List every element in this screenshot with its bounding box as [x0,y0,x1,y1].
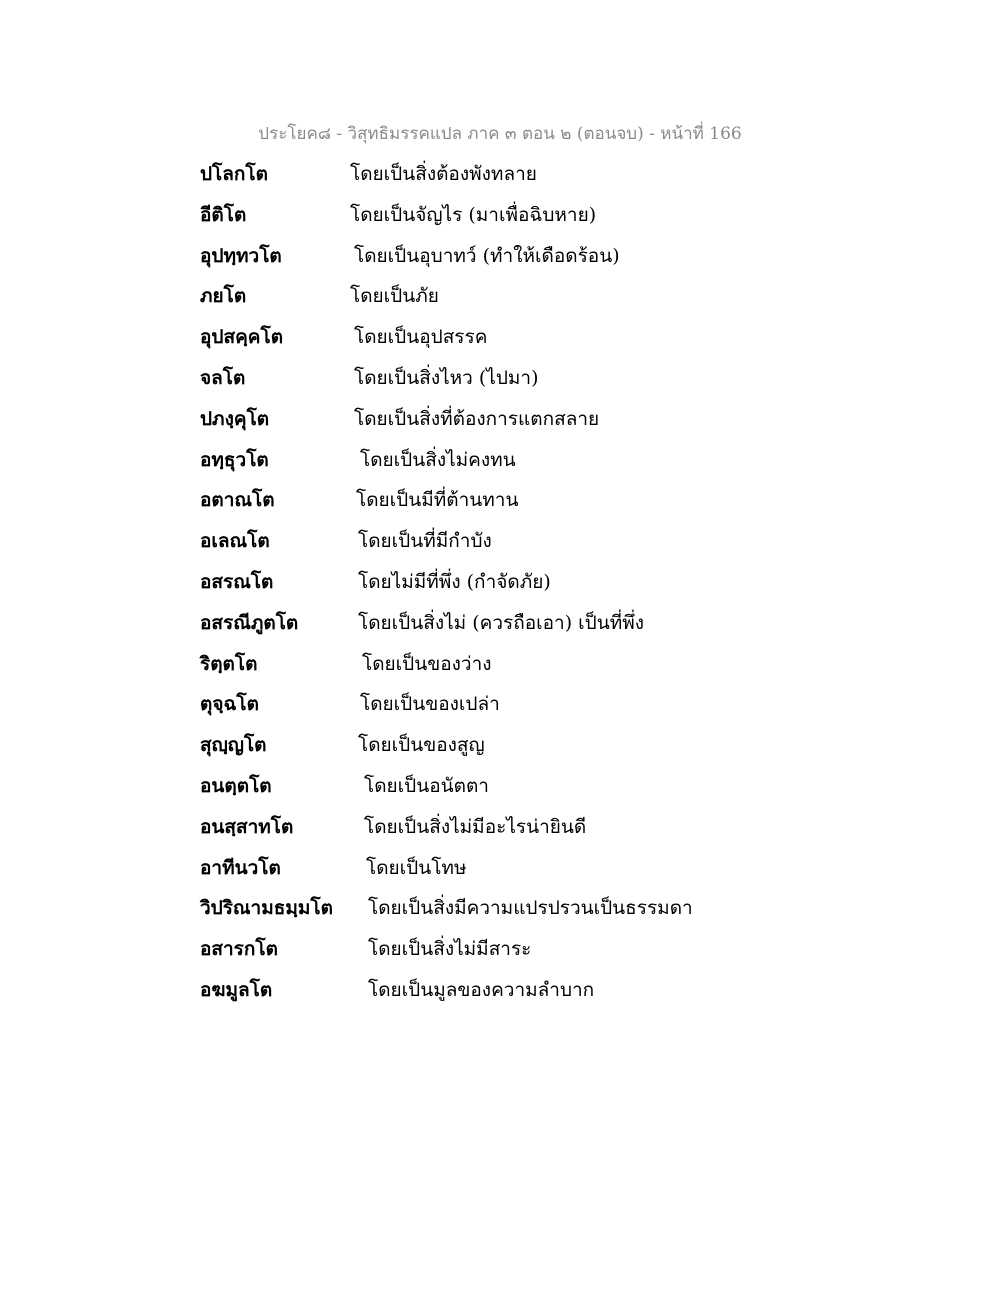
thai-translation: โดยเป็นอุปสรรค [354,326,488,349]
pali-term: อทฺธุวโต [200,448,269,471]
list-item [200,973,920,1014]
list-item [200,157,920,198]
thai-translation: โดยเป็นมูลของความลำบาก [368,978,595,1001]
thai-translation: โดยเป็นสิ่งมีความแปรปรวนเป็นธรรมดา [368,897,693,920]
pali-term: อสารกโต [200,938,278,961]
thai-translation: โดยเป็นของเปล่า [360,693,500,716]
pali-term: อนตฺตโต [200,774,272,797]
pali-term: จลโต [200,366,246,389]
list-item [200,239,920,280]
thai-translation: โดยเป็นที่มีกำบัง [358,530,492,553]
list-item [200,687,920,728]
list-item [200,769,920,810]
thai-translation: โดยเป็นสิ่งไม่มีสาระ [368,938,532,961]
pali-term: อตาณโต [200,489,275,512]
pali-term: อนสฺสาทโต [200,815,294,838]
thai-translation: โดยเป็นจัญไร (มาเพื่อฉิบหาย) [350,203,597,226]
pali-term: ปภงฺคุโต [200,407,270,430]
thai-translation: โดยเป็นของว่าง [362,652,492,675]
list-item [200,932,920,973]
thai-translation: โดยเป็นมีที่ต้านทาน [356,489,519,512]
pali-term: อีติโต [200,203,247,226]
pali-term: อสรณโต [200,570,274,593]
list-item [200,483,920,524]
glossary-list [200,157,920,1014]
list-item [200,891,920,932]
pali-term: ตุจฺฉโต [200,693,259,716]
list-item [200,728,920,769]
list-item [200,606,920,647]
pali-term: อุปสคฺคโต [200,326,284,349]
list-item [200,810,920,851]
pali-term: วิปริณามธมฺมโต [200,897,333,920]
thai-translation: โดยเป็นสิ่งไม่คงทน [360,448,516,471]
list-item [200,402,920,443]
pali-term: อฆมูลโต [200,978,273,1001]
pali-term: อุปทฺทวโต [200,244,282,267]
pali-term: ริตฺตโต [200,652,258,675]
thai-translation: โดยเป็นอุบาทว์ (ทำให้เดือดร้อน) [354,244,620,267]
list-item [200,647,920,688]
pali-term: ปโลกโต [200,163,268,185]
pali-term: สุญฺญโต [200,734,267,757]
list-item [200,565,920,606]
pali-term: อาทีนวโต [200,856,281,879]
list-item [200,198,920,239]
list-item [200,443,920,484]
thai-translation: โดยเป็นภัย [350,285,439,308]
pali-term: อสรณีภูตโต [200,611,299,634]
thai-translation: โดยเป็นสิ่งไหว (ไปมา) [354,366,539,389]
thai-translation: โดยเป็นสิ่งไม่ (ควรถือเอา) เป็นที่พึ่ง [358,611,645,634]
thai-translation: โดยเป็นโทษ [366,856,467,879]
pali-term: อเลณโต [200,530,270,553]
thai-translation: โดยเป็นของสูญ [358,734,485,757]
list-item [200,524,920,565]
list-item [200,279,920,320]
thai-translation: โดยเป็นสิ่งไม่มีอะไรน่ายินดี [364,815,587,838]
thai-translation: โดยเป็นสิ่งต้องพังทลาย [350,163,537,185]
pali-term: ภยโต [200,285,247,308]
list-item [200,851,920,892]
thai-translation: โดยเป็นสิ่งที่ต้องการแตกสลาย [354,407,600,430]
thai-translation: โดยเป็นอนัตตา [364,774,489,797]
list-item [200,320,920,361]
list-item [200,361,920,402]
thai-translation: โดยไม่มีที่พึ่ง (กำจัดภัย) [358,570,551,593]
page-header: ประโยค๘ - วิสุทธิมรรคแปล ภาค ๓ ตอน ๒ (ตอนจบ) - หน้าที่ 166 [258,124,742,144]
